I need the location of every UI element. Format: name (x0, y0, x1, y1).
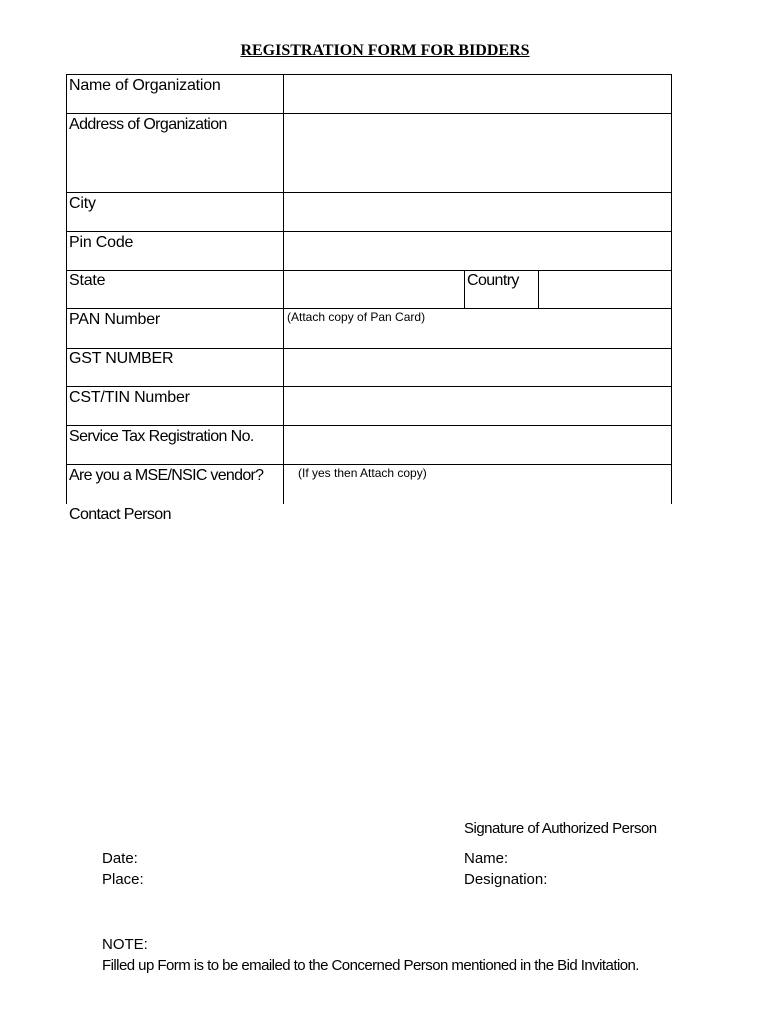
mse-attach-note: (If yes then Attach copy) (298, 466, 427, 480)
country-label: Country (467, 272, 519, 289)
city-label: City (69, 195, 96, 212)
cst-tin-number-field[interactable] (284, 387, 671, 425)
note-heading: NOTE: (102, 936, 148, 953)
cst-tin-number-label: CST/TIN Number (69, 389, 190, 406)
pan-attach-note: (Attach copy of Pan Card) (287, 310, 426, 324)
name-label: Name: (464, 850, 509, 867)
state-label: State (69, 272, 106, 289)
country-field[interactable] (539, 271, 671, 308)
service-tax-registration-label: Service Tax Registration No. (69, 428, 254, 445)
state-field[interactable] (284, 271, 464, 308)
address-of-organization-field[interactable] (284, 114, 671, 192)
mse-nsic-vendor-field[interactable] (284, 465, 671, 503)
name-of-organization-field[interactable] (284, 75, 671, 113)
note-text: Filled up Form is to be emailed to the Concerned Person mentioned in the Bid Invitation. (102, 957, 639, 974)
date-label: Date: (102, 850, 138, 867)
pan-number-label: PAN Number (69, 311, 161, 328)
gst-number-field[interactable] (284, 349, 671, 386)
designation-label: Designation: (464, 871, 548, 888)
city-field[interactable] (284, 193, 671, 231)
name-of-organization-label: Name of Organization (69, 77, 221, 94)
contact-person-label: Contact Person (69, 506, 171, 523)
address-of-organization-label: Address of Organization (69, 116, 227, 133)
mse-nsic-vendor-label: Are you a MSE/NSIC vendor? (69, 467, 264, 484)
pan-number-field[interactable] (284, 309, 671, 348)
gst-number-label: GST NUMBER (69, 350, 174, 367)
service-tax-registration-field[interactable] (284, 426, 671, 464)
form-title: REGISTRATION FORM FOR BIDDERS (240, 42, 530, 59)
signature-label: Signature of Authorized Person (464, 820, 657, 837)
pin-code-label: Pin Code (69, 234, 134, 251)
place-label: Place: (102, 871, 144, 888)
pin-code-field[interactable] (284, 232, 671, 270)
